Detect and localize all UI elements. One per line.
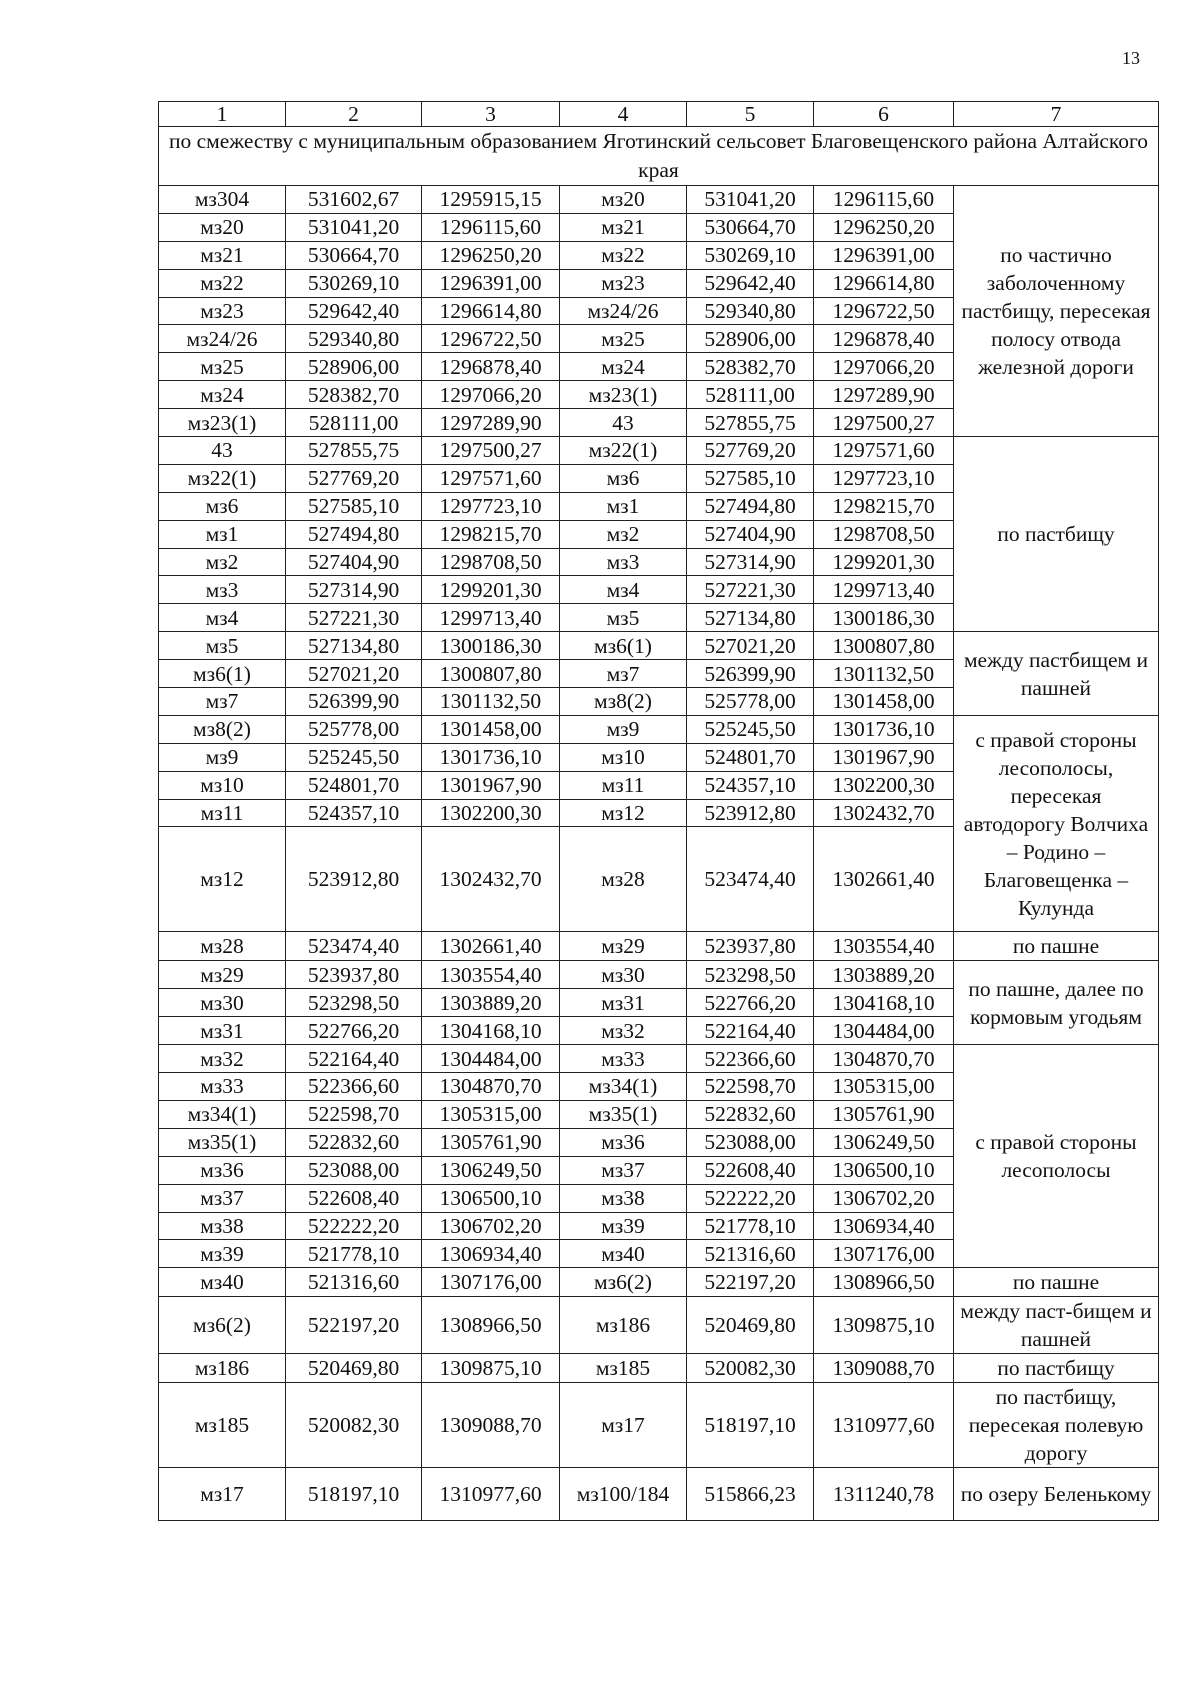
to-x-cell: 528382,70 [687, 353, 814, 381]
to-y-cell: 1309875,10 [814, 1297, 954, 1354]
to-y-cell: 1302432,70 [814, 799, 954, 827]
from-x-cell: 528382,70 [286, 381, 422, 409]
from-y-cell: 1296614,80 [422, 297, 560, 325]
to-point-cell: мз24 [560, 353, 687, 381]
from-y-cell: 1304870,70 [422, 1073, 560, 1101]
from-x-cell: 523937,80 [286, 961, 422, 989]
from-point-cell: мз1 [159, 520, 286, 548]
to-point-cell: мз1 [560, 492, 687, 520]
column-header: 6 [814, 102, 954, 127]
to-y-cell: 1297571,60 [814, 437, 954, 465]
from-y-cell: 1301132,50 [422, 688, 560, 716]
to-x-cell: 530664,70 [687, 213, 814, 241]
to-x-cell: 529642,40 [687, 269, 814, 297]
from-x-cell: 522197,20 [286, 1297, 422, 1354]
to-point-cell: мз7 [560, 660, 687, 688]
column-header-row [159, 102, 1159, 127]
from-x-cell: 528906,00 [286, 353, 422, 381]
to-y-cell: 1304484,00 [814, 1017, 954, 1045]
to-y-cell: 1310977,60 [814, 1383, 954, 1468]
from-point-cell: мз28 [159, 932, 286, 961]
to-point-cell: мз28 [560, 827, 687, 932]
from-x-cell: 518197,10 [286, 1468, 422, 1521]
to-y-cell: 1296250,20 [814, 213, 954, 241]
to-x-cell: 527021,20 [687, 632, 814, 660]
to-x-cell: 522832,60 [687, 1100, 814, 1128]
from-x-cell: 524801,70 [286, 771, 422, 799]
table-row [159, 715, 1159, 743]
column-header: 7 [954, 102, 1159, 127]
from-y-cell: 1297723,10 [422, 492, 560, 520]
to-x-cell: 522366,60 [687, 1045, 814, 1073]
from-x-cell: 522366,60 [286, 1073, 422, 1101]
to-point-cell: мз30 [560, 961, 687, 989]
to-y-cell: 1301132,50 [814, 660, 954, 688]
from-x-cell: 527221,30 [286, 604, 422, 632]
from-y-cell: 1301458,00 [422, 715, 560, 743]
from-point-cell: мз5 [159, 632, 286, 660]
from-x-cell: 531041,20 [286, 213, 422, 241]
table-row [159, 1383, 1159, 1468]
to-y-cell: 1306500,10 [814, 1156, 954, 1184]
from-y-cell: 1306500,10 [422, 1184, 560, 1212]
from-point-cell: мз17 [159, 1468, 286, 1521]
to-y-cell: 1307176,00 [814, 1240, 954, 1268]
from-point-cell: мз24 [159, 381, 286, 409]
to-x-cell: 528906,00 [687, 325, 814, 353]
from-point-cell: мз186 [159, 1354, 286, 1383]
from-point-cell: мз25 [159, 353, 286, 381]
from-y-cell: 1302661,40 [422, 932, 560, 961]
from-x-cell: 526399,90 [286, 688, 422, 716]
to-x-cell: 520082,30 [687, 1354, 814, 1383]
to-x-cell: 527314,90 [687, 548, 814, 576]
from-point-cell: мз185 [159, 1383, 286, 1468]
from-y-cell: 1306934,40 [422, 1240, 560, 1268]
to-point-cell: мз6(1) [560, 632, 687, 660]
from-y-cell: 1296722,50 [422, 325, 560, 353]
to-y-cell: 1306249,50 [814, 1128, 954, 1156]
to-point-cell: мз22 [560, 241, 687, 269]
to-x-cell: 530269,10 [687, 241, 814, 269]
from-point-cell: мз32 [159, 1045, 286, 1073]
from-y-cell: 1303554,40 [422, 961, 560, 989]
to-x-cell: 524801,70 [687, 743, 814, 771]
to-point-cell: мз186 [560, 1297, 687, 1354]
page-number: 13 [1122, 48, 1140, 68]
to-point-cell: мз12 [560, 799, 687, 827]
from-y-cell: 1301736,10 [422, 743, 560, 771]
from-y-cell: 1296250,20 [422, 241, 560, 269]
to-x-cell: 523474,40 [687, 827, 814, 932]
from-point-cell: мз33 [159, 1073, 286, 1101]
from-y-cell: 1305315,00 [422, 1100, 560, 1128]
from-point-cell: мз23 [159, 297, 286, 325]
to-point-cell: мз8(2) [560, 688, 687, 716]
from-x-cell: 530664,70 [286, 241, 422, 269]
from-x-cell: 527134,80 [286, 632, 422, 660]
to-y-cell: 1297500,27 [814, 409, 954, 437]
column-header: 1 [159, 102, 286, 127]
from-point-cell: мз10 [159, 771, 286, 799]
to-x-cell: 522598,70 [687, 1073, 814, 1101]
to-x-cell: 521778,10 [687, 1212, 814, 1240]
from-point-cell: мз40 [159, 1268, 286, 1297]
boundary-description-cell: между паст-бищем и пашней [954, 1297, 1159, 1354]
from-point-cell: мз30 [159, 989, 286, 1017]
to-x-cell: 522222,20 [687, 1184, 814, 1212]
to-y-cell: 1296878,40 [814, 325, 954, 353]
from-point-cell: 43 [159, 437, 286, 465]
to-point-cell: мз25 [560, 325, 687, 353]
boundary-description-cell: по пастбищу, пересекая полевую дорогу [954, 1383, 1159, 1468]
from-point-cell: мз3 [159, 576, 286, 604]
to-point-cell: мз9 [560, 715, 687, 743]
to-y-cell: 1301967,90 [814, 743, 954, 771]
to-y-cell: 1302200,30 [814, 771, 954, 799]
from-y-cell: 1301967,90 [422, 771, 560, 799]
boundary-description-cell: по пашне, далее по кормовым угодьям [954, 961, 1159, 1045]
from-y-cell: 1298215,70 [422, 520, 560, 548]
from-point-cell: мз35(1) [159, 1128, 286, 1156]
to-x-cell: 523912,80 [687, 799, 814, 827]
from-y-cell: 1304484,00 [422, 1045, 560, 1073]
from-point-cell: мз2 [159, 548, 286, 576]
from-x-cell: 527021,20 [286, 660, 422, 688]
table-row [159, 1045, 1159, 1073]
to-x-cell: 527134,80 [687, 604, 814, 632]
to-x-cell: 527769,20 [687, 437, 814, 465]
to-y-cell: 1297289,90 [814, 381, 954, 409]
to-y-cell: 1296614,80 [814, 269, 954, 297]
from-y-cell: 1297289,90 [422, 409, 560, 437]
to-y-cell: 1297066,20 [814, 353, 954, 381]
table-row [159, 1297, 1159, 1354]
to-x-cell: 528111,00 [687, 381, 814, 409]
from-x-cell: 523088,00 [286, 1156, 422, 1184]
to-point-cell: мз29 [560, 932, 687, 961]
to-point-cell: мз31 [560, 989, 687, 1017]
from-y-cell: 1310977,60 [422, 1468, 560, 1521]
table-row [159, 186, 1159, 214]
from-y-cell: 1304168,10 [422, 1017, 560, 1045]
from-y-cell: 1299201,30 [422, 576, 560, 604]
section-title-row [159, 127, 1159, 186]
to-point-cell: мз20 [560, 186, 687, 214]
from-y-cell: 1309088,70 [422, 1383, 560, 1468]
from-point-cell: мз6(2) [159, 1297, 286, 1354]
from-y-cell: 1302432,70 [422, 827, 560, 932]
from-y-cell: 1298708,50 [422, 548, 560, 576]
from-y-cell: 1296391,00 [422, 269, 560, 297]
from-point-cell: мз6(1) [159, 660, 286, 688]
to-x-cell: 522766,20 [687, 989, 814, 1017]
to-x-cell: 529340,80 [687, 297, 814, 325]
from-point-cell: мз39 [159, 1240, 286, 1268]
to-y-cell: 1300807,80 [814, 632, 954, 660]
from-y-cell: 1295915,15 [422, 186, 560, 214]
from-point-cell: мз31 [159, 1017, 286, 1045]
boundary-coordinates-table [158, 101, 1159, 1521]
from-y-cell: 1297571,60 [422, 464, 560, 492]
to-x-cell: 520469,80 [687, 1297, 814, 1354]
from-point-cell: мз29 [159, 961, 286, 989]
to-point-cell: мз22(1) [560, 437, 687, 465]
table-row [159, 632, 1159, 660]
from-x-cell: 527855,75 [286, 437, 422, 465]
to-point-cell: мз11 [560, 771, 687, 799]
table-row [159, 1354, 1159, 1383]
from-x-cell: 524357,10 [286, 799, 422, 827]
from-point-cell: мз36 [159, 1156, 286, 1184]
from-y-cell: 1308966,50 [422, 1297, 560, 1354]
table-row [159, 1468, 1159, 1521]
to-point-cell: мз33 [560, 1045, 687, 1073]
to-y-cell: 1299201,30 [814, 548, 954, 576]
from-point-cell: мз7 [159, 688, 286, 716]
table-row [159, 1268, 1159, 1297]
from-point-cell: мз9 [159, 743, 286, 771]
to-x-cell: 523937,80 [687, 932, 814, 961]
to-y-cell: 1309088,70 [814, 1354, 954, 1383]
section-title: по смежеству с муниципальным образованием Яготинский сельсовет Благовещенского района Алтайского края [159, 127, 1159, 186]
to-x-cell: 518197,10 [687, 1383, 814, 1468]
to-x-cell: 531041,20 [687, 186, 814, 214]
from-x-cell: 522832,60 [286, 1128, 422, 1156]
from-x-cell: 520469,80 [286, 1354, 422, 1383]
from-x-cell: 525245,50 [286, 743, 422, 771]
from-x-cell: 521316,60 [286, 1268, 422, 1297]
to-y-cell: 1308966,50 [814, 1268, 954, 1297]
from-y-cell: 1299713,40 [422, 604, 560, 632]
boundary-description-cell: по озеру Беленькому [954, 1468, 1159, 1521]
to-x-cell: 525778,00 [687, 688, 814, 716]
to-y-cell: 1306934,40 [814, 1212, 954, 1240]
to-point-cell: мз40 [560, 1240, 687, 1268]
from-y-cell: 1297500,27 [422, 437, 560, 465]
from-y-cell: 1300807,80 [422, 660, 560, 688]
to-x-cell: 526399,90 [687, 660, 814, 688]
table-row [159, 932, 1159, 961]
boundary-description-cell: по пашне [954, 1268, 1159, 1297]
from-point-cell: мз8(2) [159, 715, 286, 743]
to-point-cell: мз24/26 [560, 297, 687, 325]
from-x-cell: 530269,10 [286, 269, 422, 297]
from-x-cell: 522222,20 [286, 1212, 422, 1240]
boundary-description-cell: по пашне [954, 932, 1159, 961]
to-y-cell: 1296391,00 [814, 241, 954, 269]
from-x-cell: 523912,80 [286, 827, 422, 932]
from-x-cell: 527494,80 [286, 520, 422, 548]
boundary-description-cell: по частично заболоченному пастбищу, пересекая полосу отвода железной дороги [954, 186, 1159, 437]
from-x-cell: 523298,50 [286, 989, 422, 1017]
to-point-cell: мз36 [560, 1128, 687, 1156]
to-x-cell: 524357,10 [687, 771, 814, 799]
to-point-cell: мз6(2) [560, 1268, 687, 1297]
to-x-cell: 522608,40 [687, 1156, 814, 1184]
to-y-cell: 1302661,40 [814, 827, 954, 932]
to-x-cell: 527221,30 [687, 576, 814, 604]
to-y-cell: 1305761,90 [814, 1100, 954, 1128]
to-y-cell: 1304870,70 [814, 1045, 954, 1073]
from-y-cell: 1296115,60 [422, 213, 560, 241]
to-point-cell: мз32 [560, 1017, 687, 1045]
boundary-description-cell: по пастбищу [954, 1354, 1159, 1383]
from-point-cell: мз22(1) [159, 464, 286, 492]
from-x-cell: 522608,40 [286, 1184, 422, 1212]
from-point-cell: мз6 [159, 492, 286, 520]
boundary-description-cell: с правой стороны лесополосы, пересекая автодорогу Волчиха – Родино – Благовещенка – Кулунда [954, 715, 1159, 932]
to-x-cell: 515866,23 [687, 1468, 814, 1521]
from-y-cell: 1302200,30 [422, 799, 560, 827]
to-point-cell: мз4 [560, 576, 687, 604]
from-y-cell: 1306249,50 [422, 1156, 560, 1184]
to-y-cell: 1300186,30 [814, 604, 954, 632]
to-y-cell: 1306702,20 [814, 1184, 954, 1212]
from-x-cell: 522598,70 [286, 1100, 422, 1128]
from-point-cell: мз22 [159, 269, 286, 297]
from-x-cell: 528111,00 [286, 409, 422, 437]
to-y-cell: 1298215,70 [814, 492, 954, 520]
to-y-cell: 1301458,00 [814, 688, 954, 716]
from-x-cell: 522766,20 [286, 1017, 422, 1045]
to-x-cell: 523088,00 [687, 1128, 814, 1156]
to-point-cell: мз23(1) [560, 381, 687, 409]
to-y-cell: 1297723,10 [814, 464, 954, 492]
to-point-cell: мз21 [560, 213, 687, 241]
to-point-cell: мз17 [560, 1383, 687, 1468]
to-x-cell: 525245,50 [687, 715, 814, 743]
to-y-cell: 1303554,40 [814, 932, 954, 961]
to-point-cell: мз185 [560, 1354, 687, 1383]
boundary-description-cell: с правой стороны лесополосы [954, 1045, 1159, 1268]
to-y-cell: 1311240,78 [814, 1468, 954, 1521]
to-x-cell: 527585,10 [687, 464, 814, 492]
to-y-cell: 1301736,10 [814, 715, 954, 743]
to-y-cell: 1303889,20 [814, 961, 954, 989]
to-point-cell: мз39 [560, 1212, 687, 1240]
to-x-cell: 527855,75 [687, 409, 814, 437]
from-point-cell: мз12 [159, 827, 286, 932]
from-point-cell: мз304 [159, 186, 286, 214]
to-x-cell: 527494,80 [687, 492, 814, 520]
from-x-cell: 527769,20 [286, 464, 422, 492]
to-y-cell: 1296115,60 [814, 186, 954, 214]
to-point-cell: мз38 [560, 1184, 687, 1212]
from-x-cell: 529642,40 [286, 297, 422, 325]
column-header: 4 [560, 102, 687, 127]
to-point-cell: мз100/184 [560, 1468, 687, 1521]
from-point-cell: мз38 [159, 1212, 286, 1240]
to-y-cell: 1305315,00 [814, 1073, 954, 1101]
from-point-cell: мз11 [159, 799, 286, 827]
to-x-cell: 527404,90 [687, 520, 814, 548]
to-y-cell: 1304168,10 [814, 989, 954, 1017]
to-x-cell: 521316,60 [687, 1240, 814, 1268]
from-y-cell: 1300186,30 [422, 632, 560, 660]
from-x-cell: 527585,10 [286, 492, 422, 520]
from-point-cell: мз4 [159, 604, 286, 632]
from-x-cell: 525778,00 [286, 715, 422, 743]
from-x-cell: 522164,40 [286, 1045, 422, 1073]
from-y-cell: 1297066,20 [422, 381, 560, 409]
column-header: 3 [422, 102, 560, 127]
to-x-cell: 522164,40 [687, 1017, 814, 1045]
from-y-cell: 1305761,90 [422, 1128, 560, 1156]
table-row [159, 961, 1159, 989]
table-row [159, 437, 1159, 465]
from-point-cell: мз20 [159, 213, 286, 241]
to-point-cell: мз5 [560, 604, 687, 632]
from-point-cell: мз21 [159, 241, 286, 269]
from-y-cell: 1309875,10 [422, 1354, 560, 1383]
to-y-cell: 1299713,40 [814, 576, 954, 604]
from-point-cell: мз24/26 [159, 325, 286, 353]
from-x-cell: 523474,40 [286, 932, 422, 961]
to-point-cell: 43 [560, 409, 687, 437]
from-x-cell: 527404,90 [286, 548, 422, 576]
from-y-cell: 1296878,40 [422, 353, 560, 381]
to-point-cell: мз3 [560, 548, 687, 576]
to-point-cell: мз10 [560, 743, 687, 771]
from-y-cell: 1303889,20 [422, 989, 560, 1017]
from-y-cell: 1307176,00 [422, 1268, 560, 1297]
from-point-cell: мз23(1) [159, 409, 286, 437]
to-point-cell: мз6 [560, 464, 687, 492]
column-header: 2 [286, 102, 422, 127]
boundary-description-cell: по пастбищу [954, 437, 1159, 632]
from-x-cell: 527314,90 [286, 576, 422, 604]
to-x-cell: 523298,50 [687, 961, 814, 989]
to-y-cell: 1296722,50 [814, 297, 954, 325]
to-point-cell: мз37 [560, 1156, 687, 1184]
to-point-cell: мз23 [560, 269, 687, 297]
boundary-description-cell: между пастбищем и пашней [954, 632, 1159, 716]
from-point-cell: мз34(1) [159, 1100, 286, 1128]
column-header: 5 [687, 102, 814, 127]
from-x-cell: 520082,30 [286, 1383, 422, 1468]
to-point-cell: мз35(1) [560, 1100, 687, 1128]
from-point-cell: мз37 [159, 1184, 286, 1212]
to-point-cell: мз34(1) [560, 1073, 687, 1101]
from-x-cell: 531602,67 [286, 186, 422, 214]
to-y-cell: 1298708,50 [814, 520, 954, 548]
to-x-cell: 522197,20 [687, 1268, 814, 1297]
from-x-cell: 521778,10 [286, 1240, 422, 1268]
from-x-cell: 529340,80 [286, 325, 422, 353]
from-y-cell: 1306702,20 [422, 1212, 560, 1240]
to-point-cell: мз2 [560, 520, 687, 548]
